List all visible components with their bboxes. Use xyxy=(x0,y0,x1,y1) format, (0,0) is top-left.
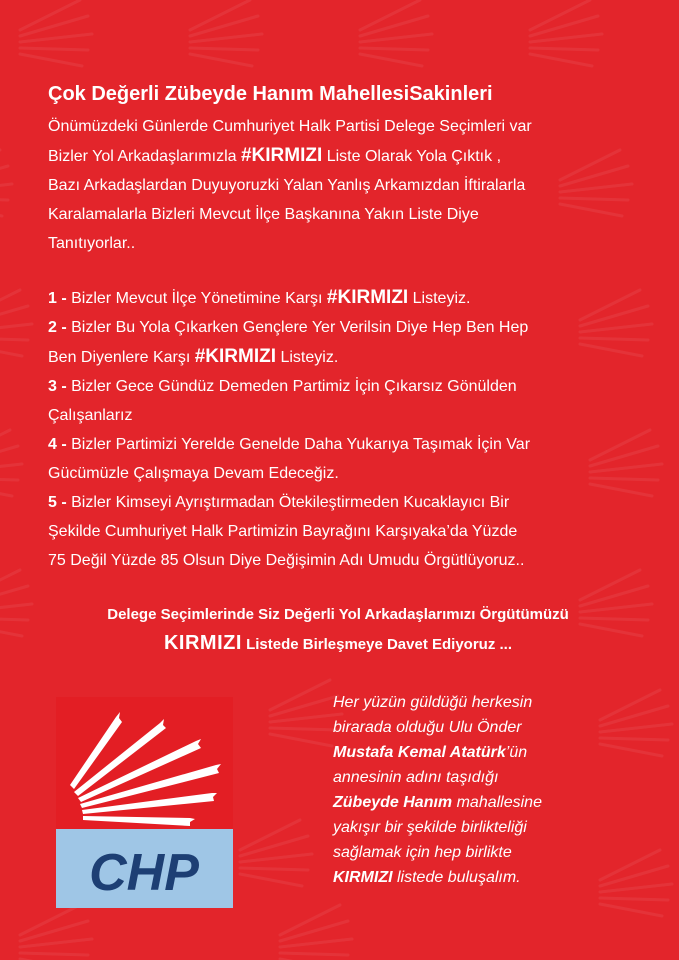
slogan-line: birarada olduğu Ulu Önder xyxy=(333,719,522,736)
intro-line-2-text: Bizler Yol Arkadaşlarımızla xyxy=(48,148,241,165)
invitation-line-1: Delege Seçimlerinde Siz Değerli Yol Arkadaşlarımızı Örgütümüzü xyxy=(107,606,569,623)
intro-line-5: Tanıtıyorlar.. xyxy=(48,235,136,252)
list-item-text: Bizler Mevcut İlçe Yönetimine Karşı xyxy=(66,290,327,307)
list-item-line xyxy=(48,283,648,313)
intro-line-1: Önümüzdeki Günlerde Cumhuriyet Halk Partisi Delege Seçimleri var xyxy=(48,118,532,135)
list-item xyxy=(48,372,648,430)
list-item-line xyxy=(48,313,648,342)
list-number: 3 - xyxy=(48,378,67,395)
kirmizi-keyword: KIRMIZI xyxy=(333,869,393,886)
slogan-line xyxy=(333,740,633,765)
slogan-text xyxy=(333,690,633,890)
list-number: 4 - xyxy=(48,436,67,453)
list-item-text-tail: Listeyiz. xyxy=(408,290,471,307)
list-item-line: Gücümüzle Çalışmaya Devam Edeceğiz. xyxy=(48,465,339,482)
intro-line-2-tail: Liste Olarak Yola Çıktık , xyxy=(322,148,502,165)
intro-paragraph xyxy=(48,112,648,258)
list-item xyxy=(48,488,648,575)
intro-line-2 xyxy=(48,141,648,171)
list-item-text: Bizler Kimseyi Ayrıştırmadan Ötekileştirmeden Kucaklayıcı Bir xyxy=(66,494,510,511)
list-item-line xyxy=(48,430,648,459)
list-item xyxy=(48,430,648,488)
ataturk-name: Mustafa Kemal Atatürk xyxy=(333,744,506,761)
neighborhood-name: Zübeyde Hanım xyxy=(333,794,453,811)
logo-red-panel xyxy=(56,697,233,829)
slogan-line xyxy=(333,865,633,890)
list-item-text: Ben Diyenlere Karşı xyxy=(48,349,195,366)
list-item-line: Çalışanlarız xyxy=(48,407,133,424)
list-item-line: 75 Değil Yüzde 85 Olsun Diye Değişimin Adı Umudu Örgütlüyoruz.. xyxy=(48,552,525,569)
chp-logo xyxy=(56,697,233,908)
list-item-text: Bizler Partimizi Yerelde Genelde Daha Yukarıya Taşımak İçin Var xyxy=(66,436,531,453)
chp-logo-text: CHP xyxy=(89,844,199,902)
slogan-line-tail: mahallesine xyxy=(452,794,542,811)
slogan-line: sağlamak için hep birlikte xyxy=(333,844,512,861)
list-item-text-tail: Listeyiz. xyxy=(276,349,339,366)
list-number: 2 - xyxy=(48,319,67,336)
kirmizi-keyword: #KIRMIZI xyxy=(240,145,323,166)
intro-line-4: Karalamalarla Bizleri Mevcut İlçe Başkanına Yakın Liste Diye xyxy=(48,206,479,223)
list-item xyxy=(48,313,648,372)
list-item-line xyxy=(48,488,648,517)
slogan-line: annesinin adını taşıdığı xyxy=(333,769,499,786)
slogan-line: Her yüzün güldüğü herkesin xyxy=(333,694,533,711)
invitation-text xyxy=(48,601,628,659)
list-item-line: Şekilde Cumhuriyet Halk Partimizin Bayrağını Karşıyaka’da Yüzde xyxy=(48,523,518,540)
numbered-list xyxy=(48,283,648,575)
intro-line-3: Bazı Arkadaşlardan Duyuyoruzki Yalan Yanlış Arkamızdan İftiralarla xyxy=(48,177,526,194)
slogan-line: yakışır bir şekilde birlikteliği xyxy=(333,819,527,836)
list-number: 1 - xyxy=(48,290,67,307)
chp-logo-graphic xyxy=(56,697,233,908)
list-item-text: Bizler Gece Gündüz Demeden Partimiz İçin Çıkarsız Gönülden xyxy=(66,378,517,395)
invitation-line-2 xyxy=(48,629,628,659)
slogan-line-tail: ’ün xyxy=(505,744,528,761)
kirmizi-keyword: KIRMIZI xyxy=(163,632,242,654)
kirmizi-keyword: #KIRMIZI xyxy=(326,287,409,308)
kirmizi-keyword: #KIRMIZI xyxy=(194,346,277,367)
list-item-text: Bizler Bu Yola Çıkarken Gençlere Yer Verilsin Diye Hep Ben Hep xyxy=(66,319,529,336)
list-item-line xyxy=(48,372,648,401)
page-title: Çok Değerli Zübeyde Hanım MahellesiSakinleri xyxy=(48,83,493,105)
list-item xyxy=(48,283,648,313)
invitation-line-2-text: Listede Birleşmeye Davet Ediyoruz ... xyxy=(241,636,513,653)
list-number: 5 - xyxy=(48,494,67,511)
list-item-line xyxy=(48,342,648,372)
slogan-line xyxy=(333,790,633,815)
slogan-line-tail: listede buluşalım. xyxy=(392,869,521,886)
